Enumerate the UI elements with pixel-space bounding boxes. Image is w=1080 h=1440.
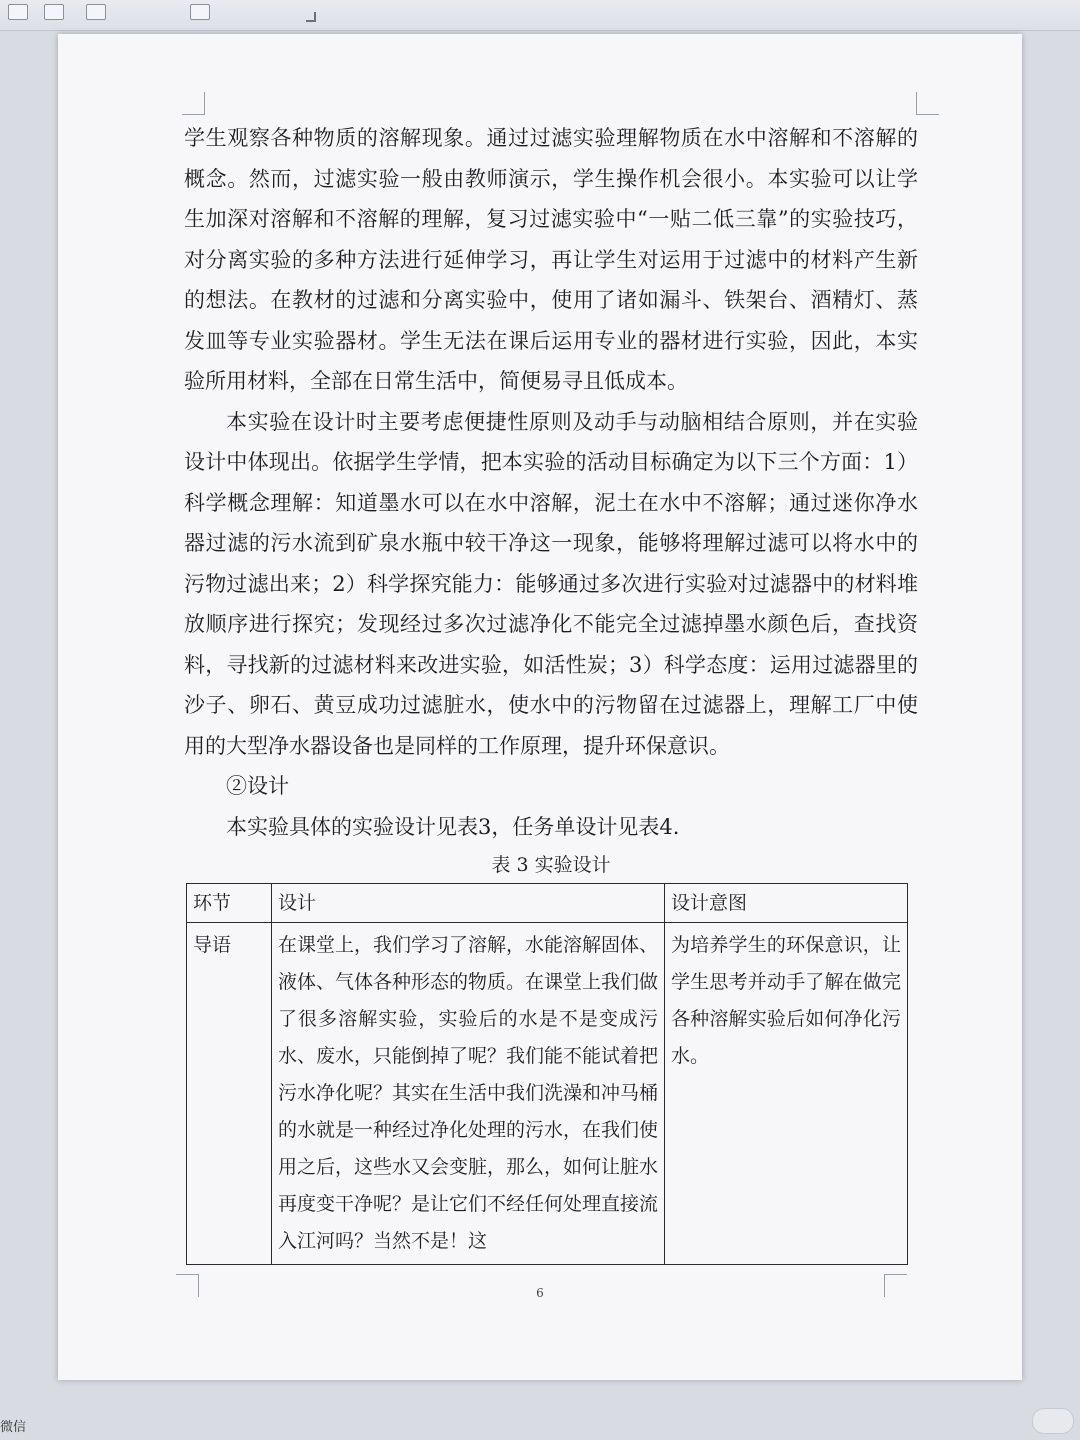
style-icon[interactable] — [190, 4, 210, 20]
table-header-cell: 设计 — [272, 884, 665, 923]
table-row — [187, 923, 908, 1265]
ribbon-toolbar — [0, 0, 1080, 31]
paragraph-align-icon[interactable] — [8, 4, 28, 20]
margin-corner-top-right — [916, 92, 939, 115]
table-cell: 导语 — [187, 923, 272, 1265]
dialog-launcher-icon[interactable] — [306, 12, 316, 22]
document-page[interactable] — [58, 34, 1022, 1380]
margin-corner-top-left — [182, 92, 205, 115]
paragraph: 学生观察各种物质的溶解现象。通过过滤实验理解物质在水中溶解和不溶解的概念。然而，过滤实验一般由教师演示，学生操作机会很小。本实验可以让学生加深对溶解和不溶解的理解，复习过滤实验中“一贴二低三靠”的实验技巧，对分离实验的多种方法进行延伸学习，再让学生对运用于过滤中的材料产生新的想法。在教材的过滤和分离实验中，使用了诸如漏斗、铁架台、酒精灯、蒸发皿等专业实验器材。学生无法在课后运用专业的器材进行实验，因此，本实验所用材料，全部在日常生活中，简便易寻且低成本。 — [184, 126, 918, 393]
indent-icon[interactable] — [86, 4, 106, 20]
list-icon[interactable] — [44, 4, 64, 20]
table-header-cell: 环节 — [187, 884, 272, 923]
document-body[interactable] — [184, 118, 918, 1265]
experiment-design-table — [186, 883, 908, 1265]
table-cell: 在课堂上，我们学习了溶解，水能溶解固体、液体、气体各种形态的物质。在课堂上我们做了很多溶解实验，实验后的水是不是变成污水、废水，只能倒掉了呢？我们能不能试着把污水净化呢？其实在生活中我们洗澡和冲马桶的水就是一种经过净化处理的污水，在我们使用之后，这些水又会变脏，那么，如何让脏水再度变干净呢？是让它们不经任何处理直接流入江河吗？当然不是！这 — [272, 923, 665, 1265]
table-header-cell: 设计意图 — [665, 884, 908, 923]
notification-badge-icon[interactable] — [1032, 1408, 1074, 1434]
page-number: 6 — [536, 1286, 544, 1300]
section-heading: ②设计 — [226, 774, 289, 798]
paragraph: 本实验在设计时主要考虑便捷性原则及动手与动脑相结合原则，并在实验设计中体现出。依据学生学情，把本实验的活动目标确定为以下三个方面：1）科学概念理解：知道墨水可以在水中溶解，泥土在水中不溶解；通过迷你净水器过滤的污水流到矿泉水瓶中较干净这一现象，能够将理解过滤可以将水中的污物过滤出来；2）科学探究能力：能够通过多次进行实验对过滤器中的材料堆放顺序进行探究；发现经过多次过滤净化不能完全过滤掉墨水颜色后，查找资料，寻找新的过滤材料来改进实验，如活性炭；3）科学态度：运用过滤器里的沙子、卵石、黄豆成功过滤脏水，使水中的污物留在过滤器上，理解工厂中使用的大型净水器设备也是同样的工作原理，提升环保意识。 — [184, 409, 918, 758]
table-header-row — [187, 884, 908, 923]
table-caption: 表 3 实验设计 — [491, 854, 611, 876]
taskbar-app-label[interactable]: 微信 — [0, 1420, 27, 1435]
table-cell: 为培养学生的环保意识，让学生思考并动手了解在做完各种溶解实验后如何净化污水。 — [665, 923, 908, 1265]
paragraph: 本实验具体的实验设计见表3，任务单设计见表4. — [226, 814, 680, 839]
